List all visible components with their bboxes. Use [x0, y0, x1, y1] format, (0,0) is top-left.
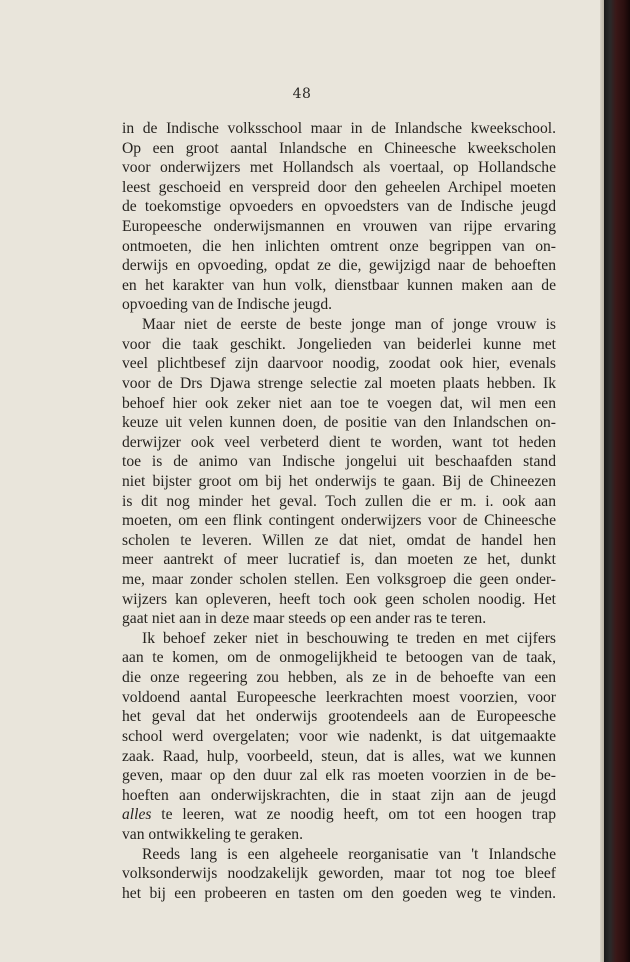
text-line: Op een groot aantal Inlandsche en Chineesche kweekscholen [122, 139, 556, 157]
page-number: 48 [292, 86, 312, 102]
text-line: voor onderwijzers met Hollandsch als voertaal, op Hollandsche [122, 159, 556, 177]
text-line: volksonderwijs noodzakelijk geworden, maar tot nog toe bleef [122, 865, 556, 883]
text-line: voor de Drs Djawa strenge selectie zal moeten plaats hebben. Ik [122, 374, 556, 392]
text-line: keuze uit velen kunnen doen, de positie van den Inlandschen on- [122, 414, 556, 432]
text-line: derwijzer ook veel verbeterd dient te worden, want tot heden [122, 433, 556, 451]
text-line: voor die taak geschikt. Jongelieden van beiderlei kunne met [122, 335, 556, 353]
text-line: Maar niet de eerste de beste jonge man of jonge vrouw is [142, 316, 556, 334]
emphasis-word: alles [122, 806, 152, 824]
text-line: meer aantrekt of meer lucratief is, dan moeten ze het, dunkt [122, 551, 556, 569]
text-line-rest: te leeren, wat ze noodig heeft, om tot een hoogen trap [151, 806, 556, 824]
text-line: het geval dat het onderwijs grootendeels aan de Europeesche [122, 708, 556, 726]
text-line: derwijs en opvoeding, opdat ze die, gewijzigd naar de behoeften [122, 257, 556, 275]
text-line: en het karakter van hun volk, dienstbaar kunnen maken aan de [122, 276, 556, 294]
text-line: veel plichtbesef zijn daarvoor noodig, zoodat ook hier, evenals [122, 355, 556, 373]
text-line: in de Indische volksschool maar in de Inlandsche kweekschool. [122, 120, 556, 137]
text-line: me, maar zonder scholen stellen. Een volksgroep die geen onder- [122, 571, 556, 589]
text-line: gaat niet aan in deze maar steeds op een ander ras te teren. [122, 610, 487, 628]
text-line: leest geschoeid en verspreid door den geheelen Archipel moeten [122, 178, 556, 196]
text-line: Ik behoef zeker niet in beschouwing te treden en met cijfers [142, 629, 556, 647]
text-line: wijzers kan opleveren, heeft toch ook geen scholen noodig. Het [122, 590, 556, 608]
text-line: de toekomstige opvoeders en opvoedsters van de Indische jeugd [122, 198, 556, 216]
text-line: voldoend aantal Europeesche leerkrachten moest voorzien, voor [122, 688, 556, 706]
text-line: scholen te leveren. Willen ze dat niet, omdat de handel hen [122, 531, 556, 549]
text-line [122, 805, 556, 825]
text-line: Europeesche onderwijsmannen en vrouwen van rijpe ervaring [122, 218, 556, 236]
text-line: behoef hier ook zeker niet aan toe te voegen dat, wil men een [122, 394, 556, 412]
text-line: aan te komen, om de onmogelijkheid te betoogen van de taak, [122, 649, 556, 667]
text-line: school werd overgelaten; voor wie nadenkt, is dat uitgemaakte [122, 727, 556, 745]
text-line: ontmoeten, die hen inlichten omtrent onze begrippen van on- [122, 237, 556, 255]
text-line: toe is de animo van Indische jongelui uit beschaafden stand [122, 453, 556, 471]
text-line: moeten, om een flink contingent onderwijzers voor de Chineesche [122, 512, 556, 530]
text-line: van ontwikkeling te geraken. [122, 825, 304, 843]
text-line: niet bijster groot om bij het onderwijs te gaan. Bij de Chineezen [122, 472, 556, 490]
text-line: zaak. Raad, hulp, voorbeeld, steun, dat is alles, wat we kunnen [122, 747, 556, 765]
text-line: Reeds lang is een algeheele reorganisatie van 't Inlandsche [142, 845, 556, 863]
text-line: het bij een probeeren en tasten om den goeden weg te vinden. [122, 884, 556, 902]
page-text-body [122, 119, 556, 903]
text-line: geven, maar op den duur zal elk ras moeten voorzien in de be- [122, 767, 556, 785]
text-line: hoeften aan onderwijskrachten, die in staat zijn aan de jeugd [122, 786, 556, 804]
book-spine [604, 0, 630, 962]
text-line: is dit nog minder het geval. Toch zullen die er m. i. ook aan [122, 492, 556, 510]
text-line: die onze regeering zou hebben, als ze in de behoefte van een [122, 669, 556, 687]
text-line: opvoeding van de Indische jeugd. [122, 296, 333, 314]
